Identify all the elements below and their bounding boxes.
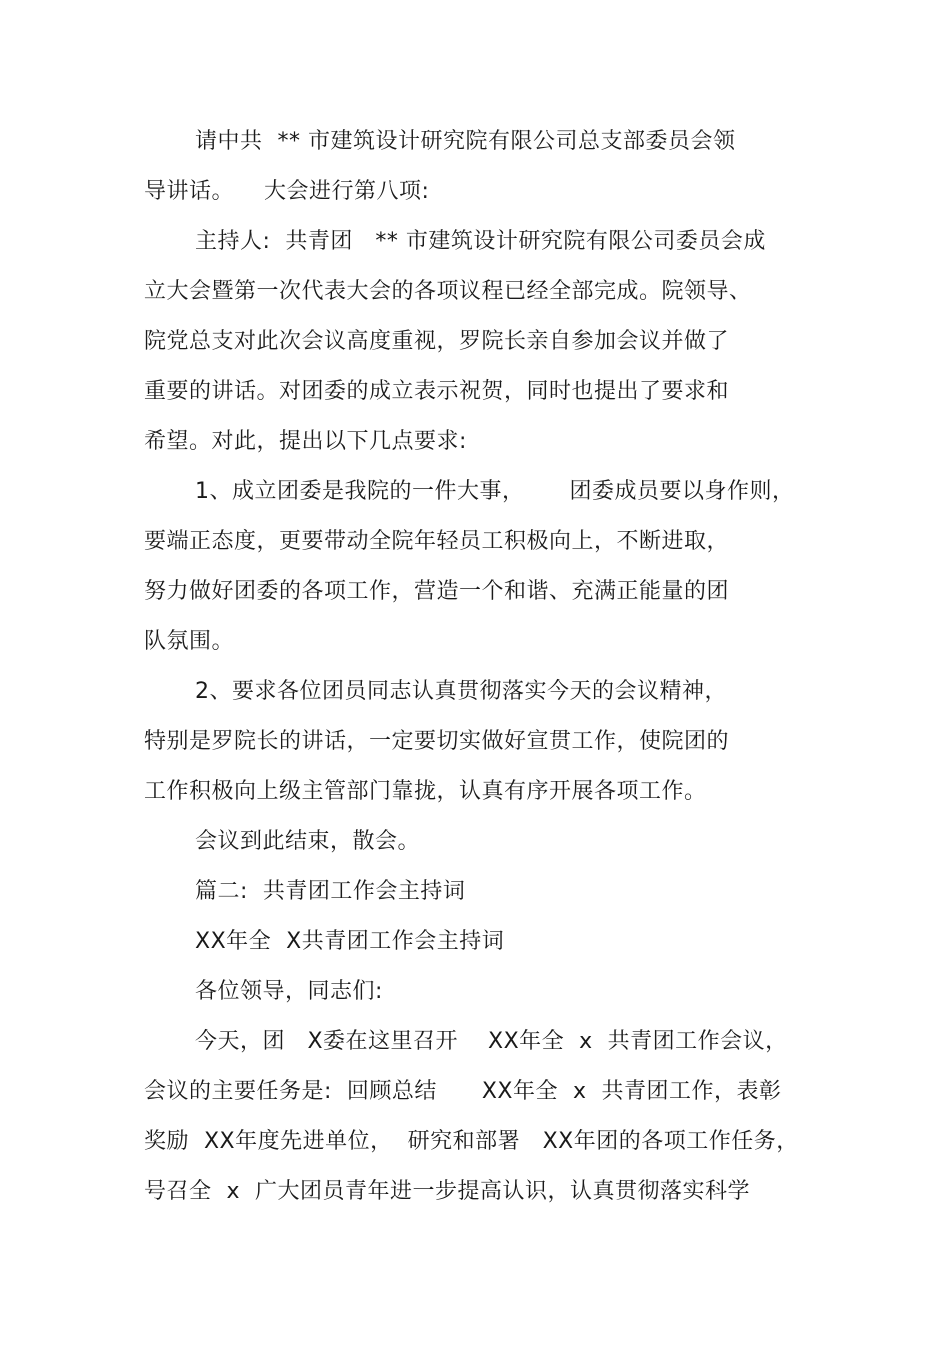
text-line-2: 导讲话。 大会进行第八项: bbox=[144, 179, 430, 204]
text-line-16: 篇二: 共青团工作会主持词 bbox=[195, 879, 466, 904]
text-line-14: 工作积极向上级主管部门靠拢，认真有序开展各项工作。 bbox=[144, 779, 707, 804]
text-line-15: 会议到此结束，散会。 bbox=[195, 829, 421, 854]
text-line-12: 2、要求各位团员同志认真贯彻落实今天的会议精神， bbox=[195, 679, 727, 704]
text-line-18: 各位领导，同志们: bbox=[195, 979, 383, 1004]
text-line-21: 奖励 XX年度先进单位， 研究和部署 XX年团的各项工作任务， bbox=[144, 1129, 799, 1154]
text-line-19: 今天，团 X委在这里召开 XX年全 x 共青团工作会议， bbox=[195, 1029, 788, 1054]
text-line-4: 立大会暨第一次代表大会的各项议程已经全部完成。院领导、 bbox=[144, 279, 752, 304]
text-line-1: 请中共 ** 市建筑设计研究院有限公司总支部委员会领 bbox=[195, 129, 736, 154]
text-line-20: 会议的主要任务是: 回顾总结 XX年全 x 共青团工作，表彰 bbox=[144, 1079, 782, 1104]
text-line-3: 主持人: 共青团 ** 市建筑设计研究院有限公司委员会成 bbox=[195, 229, 766, 254]
text-line-13: 特别是罗院长的讲话，一定要切实做好宣贯工作，使院团的 bbox=[144, 729, 730, 754]
text-line-10: 努力做好团委的各项工作，营造一个和谐、充满正能量的团 bbox=[144, 579, 730, 604]
text-line-7: 希望。对此，提出以下几点要求: bbox=[144, 429, 467, 454]
text-line-22: 号召全 x 广大团员青年进一步提高认识，认真贯彻落实科学 bbox=[144, 1179, 750, 1204]
text-line-6: 重要的讲话。对团委的成立表示祝贺，同时也提出了要求和 bbox=[144, 379, 730, 404]
text-line-5: 院党总支对此次会议高度重视，罗院长亲自参加会议并做了 bbox=[144, 329, 730, 354]
text-line-8: 1、成立团委是我院的一件大事， 团委成员要以身作则， bbox=[195, 479, 795, 504]
text-line-17: XX年全 X共青团工作会主持词 bbox=[195, 929, 505, 954]
text-line-11: 队氛围。 bbox=[144, 629, 235, 654]
text-line-9: 要端正态度，更要带动全院年轻员工积极向上，不断进取， bbox=[144, 529, 730, 554]
